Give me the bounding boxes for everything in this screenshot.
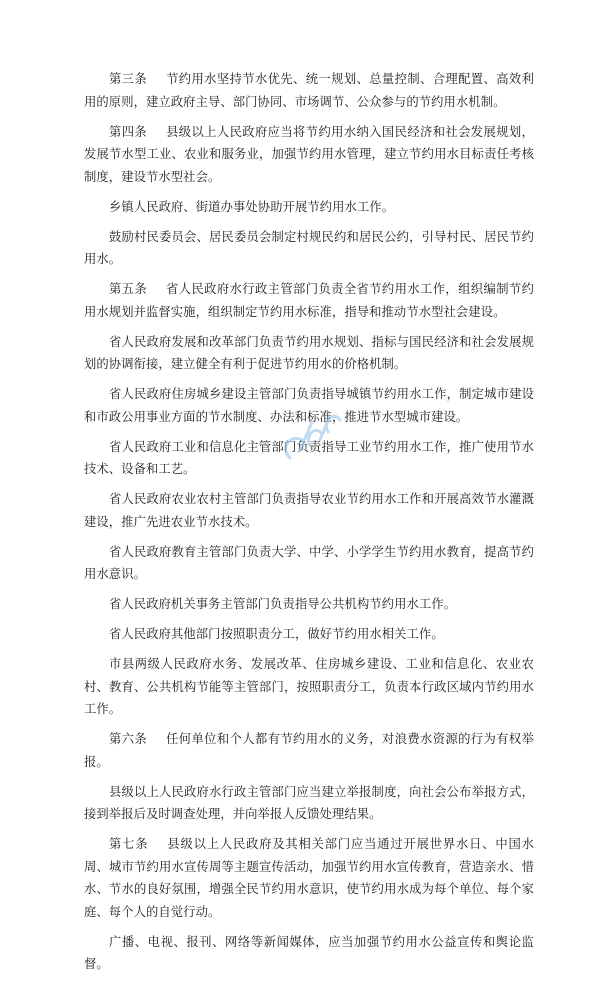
article-number: 第四条 bbox=[109, 124, 148, 139]
paragraph-text: 市县两级人民政府水务、发展改革、住房城乡建设、工业和信息化、农业农村、教育、公共机构节能等主管部门，按照职责分工，负责本行政区域内节约用水工作。 bbox=[84, 657, 534, 716]
paragraph bbox=[84, 833, 534, 923]
paragraph-text: 县级以上人民政府及其相关部门应当通过开展世界水日、中国水周、城市节约用水宣传周等主题宣传活动，加强节约用水宣传教育，营造亲水、惜水、节水的良好氛围，增强全民节约用水意识，使节约用水成为每个单位、每个家庭、每个人的自觉行动。 bbox=[84, 837, 534, 919]
paragraph bbox=[84, 196, 534, 219]
paragraph bbox=[84, 593, 534, 616]
article-number: 第六条 bbox=[109, 732, 148, 746]
paragraph-text: 省人民政府住房城乡建设主管部门负责指导城镇节约用水工作，制定城市建设和市政公用事业方面的节水制度、办法和标准，推进节水型城市建设。 bbox=[84, 387, 534, 424]
paragraph bbox=[84, 728, 534, 773]
paragraph-text: 鼓励村民委员会、居民委员会制定村规民约和居民公约，引导村民、居民节约用水。 bbox=[84, 229, 534, 266]
paragraph bbox=[84, 331, 534, 376]
paragraph bbox=[84, 653, 534, 721]
paragraph-text: 省人民政府其他部门按照职责分工，做好节约用水相关工作。 bbox=[109, 627, 444, 641]
paragraph bbox=[84, 781, 534, 826]
paragraph-text: 广播、电视、报刊、网络等新闻媒体，应当加强节约用水公益宣传和舆论监督。 bbox=[84, 934, 534, 971]
paragraph-text: 节约用水坚持节水优先、统一规划、总量控制、合理配置、高效利用的原则，建立政府主导、部门协同、市场调节、公众参与的节约用水机制。 bbox=[84, 72, 534, 109]
paragraph-text: 省人民政府教育主管部门负责大学、中学、小学学生节约用水教育，提高节约用水意识。 bbox=[84, 544, 534, 581]
paragraph bbox=[84, 436, 534, 481]
paragraph-text: 县级以上人民政府水行政主管部门应当建立举报制度，向社会公布举报方式，接到举报后及时调查处理，并向举报人反馈处理结果。 bbox=[84, 784, 534, 821]
paragraph-text: 省人民政府水行政主管部门负责全省节约用水工作，组织编制节约用水规划并监督实施，组织制定节约用水标准，指导和推动节水型社会建设。 bbox=[84, 282, 534, 319]
paragraph bbox=[84, 931, 534, 976]
paragraph-text: 省人民政府农业农村主管部门负责指导农业节约用水工作和开展高效节水灌溉建设，推广先进农业节水技术。 bbox=[84, 492, 534, 529]
paragraph bbox=[84, 68, 534, 113]
paragraph-text: 县级以上人民政府应当将节约用水纳入国民经济和社会发展规划，发展节水型工业、农业和服务业，加强节约用水管理，建立节约用水目标责任考核制度，建设节水型社会。 bbox=[84, 124, 534, 184]
paragraph bbox=[84, 623, 534, 646]
paragraph-text: 省人民政府机关事务主管部门负责指导公共机构节约用水工作。 bbox=[109, 597, 457, 611]
paragraph-text: 省人民政府工业和信息化主管部门负责指导工业节约用水工作，推广使用节水技术、设备和工艺。 bbox=[84, 439, 534, 476]
paragraph bbox=[84, 541, 534, 586]
paragraph-text: 乡镇人民政府、街道办事处协助开展节约用水工作。 bbox=[109, 199, 395, 214]
paragraph bbox=[84, 383, 534, 428]
paragraph-text: 省人民政府发展和改革部门负责节约用水规划、指标与国民经济和社会发展规划的协调衔接，建立健全有利于促进节约用水的价格机制。 bbox=[84, 334, 534, 371]
paragraph-text: 任何单位和个人都有节约用水的义务，对浪费水资源的行为有权举报。 bbox=[84, 732, 534, 769]
paragraph bbox=[84, 121, 534, 189]
paragraph bbox=[84, 488, 534, 533]
paragraph bbox=[84, 278, 534, 323]
article-number: 第五条 bbox=[109, 282, 148, 296]
article-number: 第三条 bbox=[109, 72, 148, 86]
document-body bbox=[84, 68, 534, 983]
article-number: 第七条 bbox=[109, 837, 149, 851]
paragraph bbox=[84, 226, 534, 271]
